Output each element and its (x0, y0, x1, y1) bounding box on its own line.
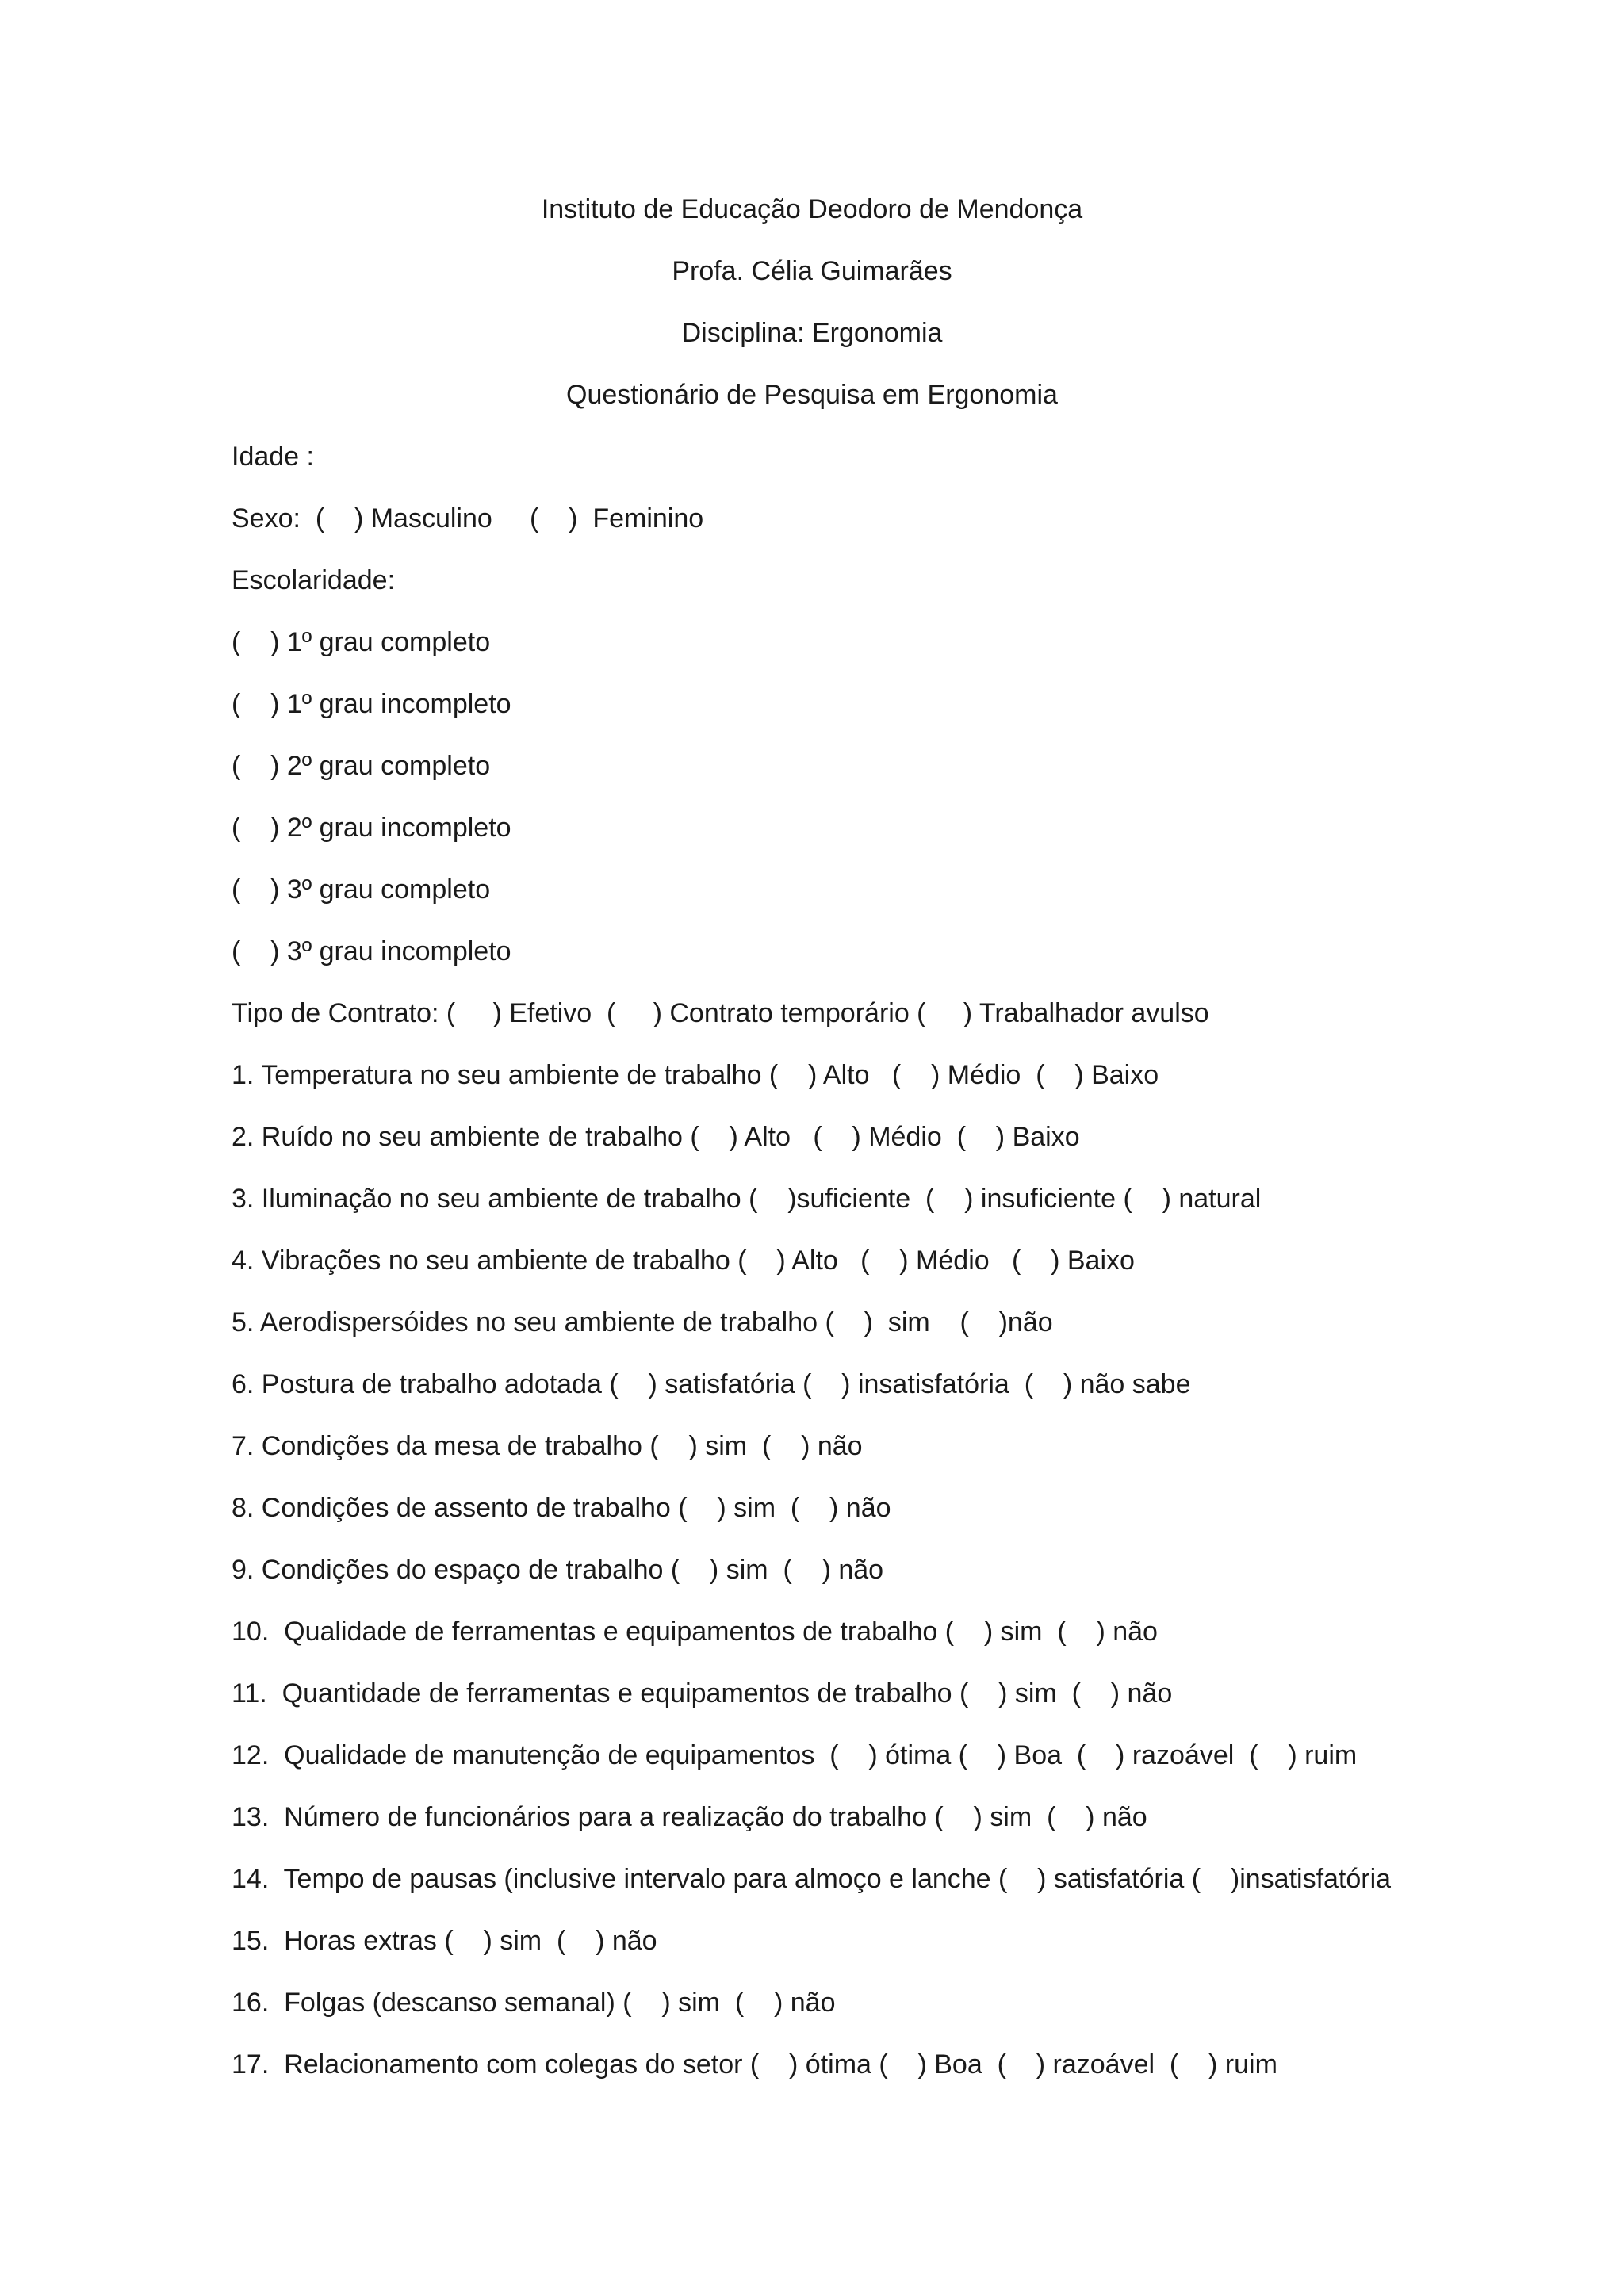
question-item: 11. Quantidade de ferramentas e equipamentos de trabalho ( ) sim ( ) não (232, 1678, 1173, 1709)
question-item: 6. Postura de trabalho adotada ( ) satisfatória ( ) insatisfatória ( ) não sabe (232, 1369, 1191, 1399)
age-field: Idade : (232, 442, 314, 472)
schooling-option: ( ) 2º grau incompleto (232, 813, 511, 843)
question-item: 13. Número de funcionários para a realização do trabalho ( ) sim ( ) não (232, 1802, 1147, 1832)
question-item: 14. Tempo de pausas (inclusive intervalo para almoço e lanche ( ) satisfatória ( )insatisfatória (232, 1864, 1392, 1894)
schooling-option: ( ) 2º grau completo (232, 751, 491, 781)
question-item: 8. Condições de assento de trabalho ( ) sim ( ) não (232, 1493, 891, 1523)
question-item: 3. Iluminação no seu ambiente de trabalho ( )suficiente ( ) insuficiente ( ) natural (232, 1184, 1262, 1214)
contract-type-field: Tipo de Contrato: ( ) Efetivo ( ) Contrato temporário ( ) Trabalhador avulso (232, 998, 1209, 1028)
question-item: 16. Folgas (descanso semanal) ( ) sim ( ) não (232, 1988, 836, 2018)
question-item: 4. Vibrações no seu ambiente de trabalho ( ) Alto ( ) Médio ( ) Baixo (232, 1246, 1135, 1276)
schooling-option: ( ) 1º grau completo (232, 627, 491, 657)
schooling-option: ( ) 3º grau incompleto (232, 936, 511, 966)
sex-field: Sexo: ( ) Masculino ( ) Feminino (232, 503, 704, 534)
question-item: 17. Relacionamento com colegas do setor ( ) ótima ( ) Boa ( ) razoável ( ) ruim (232, 2049, 1277, 2080)
schooling-option: ( ) 3º grau completo (232, 874, 491, 905)
institution-heading: Instituto de Educação Deodoro de Mendonça (541, 194, 1083, 224)
question-item: 7. Condições da mesa de trabalho ( ) sim ( ) não (232, 1431, 863, 1461)
schooling-label: Escolaridade: (232, 565, 396, 595)
question-item: 2. Ruído no seu ambiente de trabalho ( ) Alto ( ) Médio ( ) Baixo (232, 1122, 1080, 1152)
teacher-heading: Profa. Célia Guimarães (672, 256, 952, 286)
discipline-heading: Disciplina: Ergonomia (681, 318, 943, 348)
schooling-option: ( ) 1º grau incompleto (232, 689, 511, 719)
question-item: 10. Qualidade de ferramentas e equipamentos de trabalho ( ) sim ( ) não (232, 1617, 1158, 1647)
questionnaire-title: Questionário de Pesquisa em Ergonomia (566, 380, 1058, 410)
question-item: 12. Qualidade de manutenção de equipamentos ( ) ótima ( ) Boa ( ) razoável ( ) ruim (232, 1740, 1358, 1770)
question-item: 5. Aerodispersóides no seu ambiente de trabalho ( ) sim ( )não (232, 1307, 1053, 1337)
question-item: 9. Condições do espaço de trabalho ( ) sim ( ) não (232, 1555, 884, 1585)
question-item: 15. Horas extras ( ) sim ( ) não (232, 1926, 657, 1956)
question-item: 1. Temperatura no seu ambiente de trabalho ( ) Alto ( ) Médio ( ) Baixo (232, 1060, 1159, 1090)
